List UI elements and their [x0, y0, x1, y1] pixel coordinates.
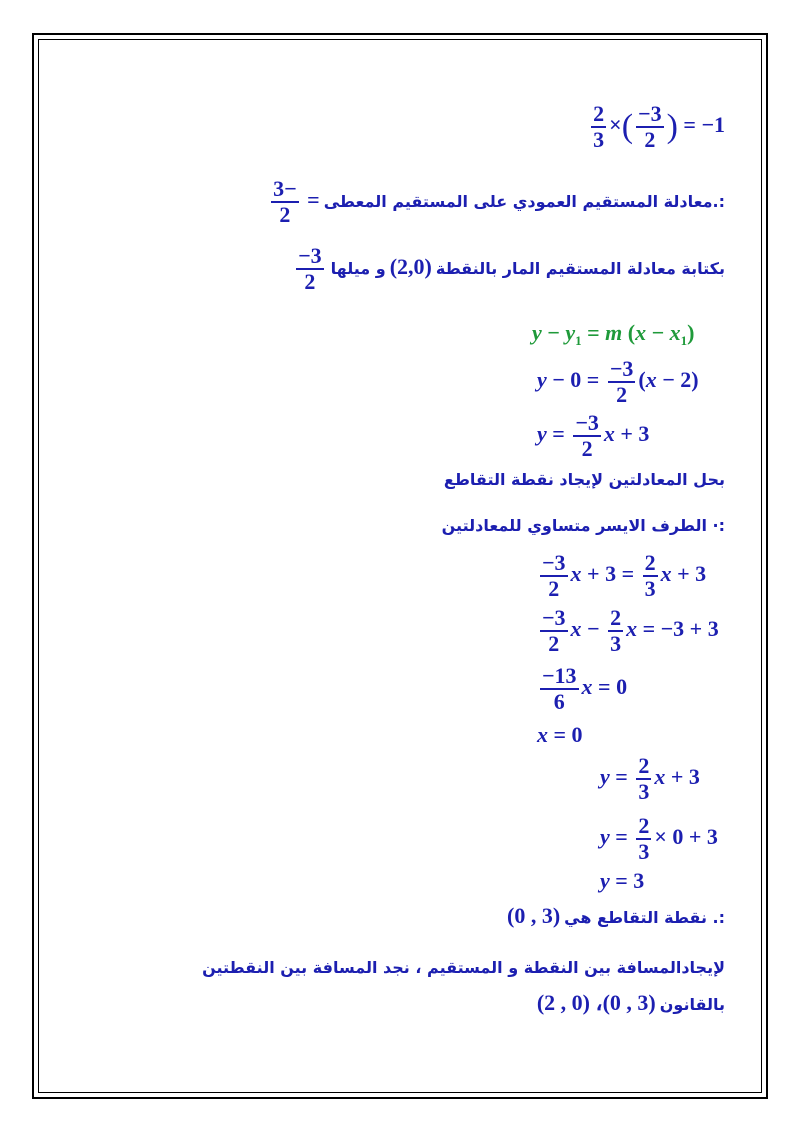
intersection-point-line	[507, 903, 725, 929]
equate-equations-line: $\frac{-3}{2}$ x + 3 = $\frac{2}{3}$ x + 3	[542, 550, 707, 601]
two-points: (2 , 0) ،(0 , 3)	[536, 990, 656, 1015]
perpendicular-slope-line: :.معادلة المستقيم العمودي على المستقيم المعطى = $\frac{-3}{2}$	[273, 176, 725, 227]
substitution-line: y − 0 = $\frac{-3}{2}$ (x − 2)	[537, 356, 699, 407]
perpendicular-slope-text: :.معادلة المستقيم العمودي على المستقيم المعطى	[323, 192, 725, 212]
intersection-point: (0 , 3)	[507, 903, 561, 928]
given-point: (2,0)	[389, 254, 432, 280]
line-through-point-statement: بكتابة معادلة المستقيم المار بالنقطة (2,0) و ميلها $\frac{-3}{2}$	[298, 243, 725, 294]
collect-terms-line: $\frac{-3}{2}$ x − $\frac{2}{3}$ x = −3 + 3	[542, 605, 719, 656]
line-through-point-text: بكتابة معادلة المستقيم المار بالنقطة	[435, 259, 725, 279]
by-formula-text: بالقانون	[659, 995, 725, 1014]
distance-points-line	[537, 990, 725, 1016]
perpendicular-line-equation: y = $\frac{-3}{2}$ x + 3	[537, 410, 650, 461]
x-solution-line: x = 0	[537, 722, 583, 747]
substitute-x-line: y = $\frac{2}{3}$ × 0 + 3	[600, 813, 718, 864]
product-of-slopes-line: $\frac{2}{3}$ ×( $\frac{-3}{2}$ ) = −1	[593, 101, 725, 152]
simplified-x-line: $\frac{-13}{6}$ x = 0	[542, 663, 628, 714]
y-solution-line: y = 3	[600, 868, 645, 893]
intersection-point-text: :. نقطة التقاطع هي	[564, 908, 725, 927]
point-slope-formula: $y - y_1 = m$ $(x - x_1)$	[532, 320, 695, 348]
original-line-equation: y = $\frac{2}{3}$ x + 3	[600, 753, 700, 804]
left-sides-equal-text: :· الطرف الايسر متساوي للمعادلتين	[441, 516, 725, 535]
distance-method-text: لإيجادالمسافة بين النقطة و المستقيم ، نجد المسافة بين النقطتين	[202, 958, 725, 977]
and-slope-text: و ميلها	[330, 259, 386, 279]
solve-equations-heading: بحل المعادلتين لإيجاد نقطة التقاطع	[443, 470, 725, 489]
